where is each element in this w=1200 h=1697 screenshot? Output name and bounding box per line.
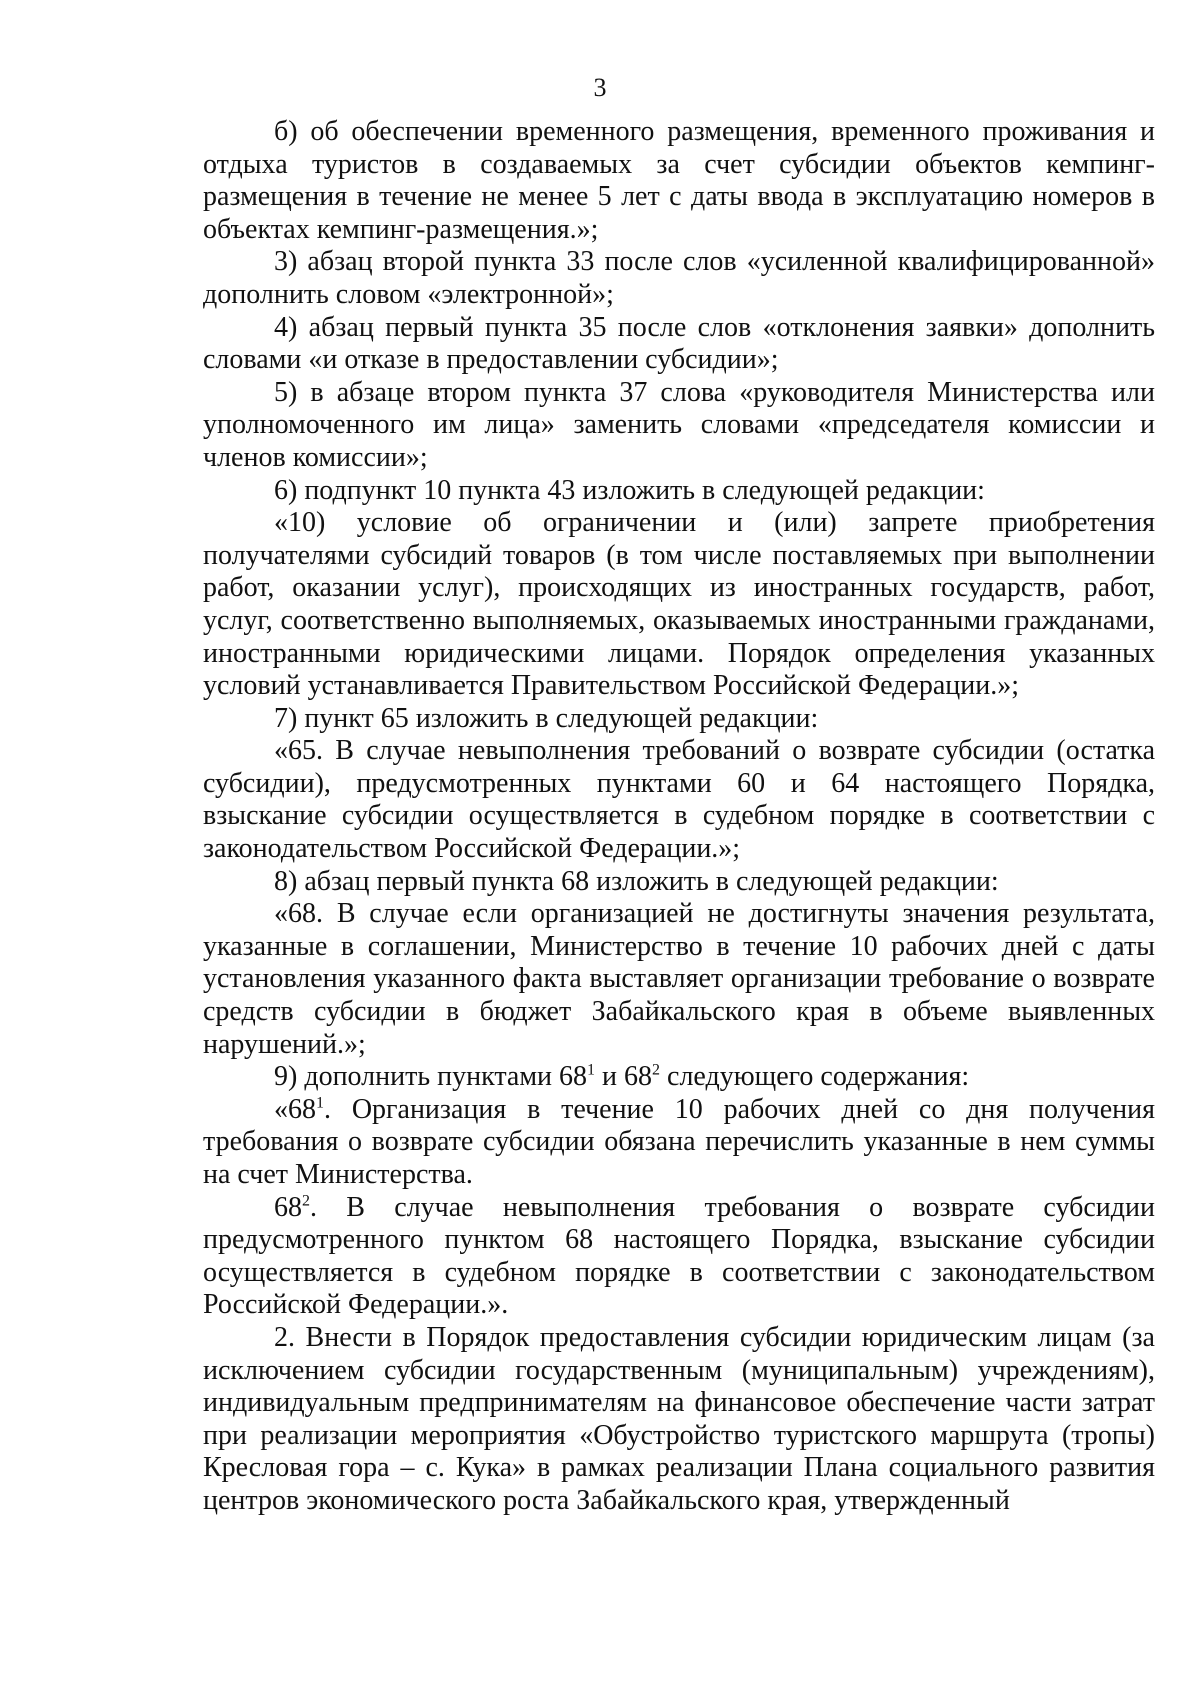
paragraph-item-9 xyxy=(203,1061,1155,1094)
paragraph-b-camping-obligation: б) об обеспечении временного размещения, временного проживания и отдыха туристов в создаваемых за счет субсидии объектов кемпинг-размещения в течение не менее 5 лет с даты ввода в эксплуатацию номеров в объектах кемпинг-размещения.»; xyxy=(203,116,1155,245)
paragraph-point-68-2-text: . В случае невыполнения требования о возврате субсидии предусмотренного пунктом 68 настоящего Порядка, взыскание субсидии осуществляется в судебном порядке в соответствии с законодательством Российской Федерации.». xyxy=(203,1191,1155,1321)
superscript-2: 2 xyxy=(652,1061,661,1079)
superscript-2: 2 xyxy=(302,1192,310,1210)
paragraph-subitem-10: «10) условие об ограничении и (или) запрете приобретения получателями субсидий товаров (в том числе поставляемых при выполнении работ, оказании услуг), происходящих из иностранных государств, работ, услуг, соответственно выполняемых, оказываемых иностранными гражданами, иностранными юридическими лицами. Порядок определения указанных условий устанавливается Правительством Российской Федерации.»; xyxy=(203,507,1155,702)
paragraph-point-68-1 xyxy=(203,1094,1155,1192)
paragraph-item-8: 8) абзац первый пункта 68 изложить в следующей редакции: xyxy=(274,865,999,897)
paragraph-item-9-part-1: 9) дополнить пунктами 68 xyxy=(274,1061,588,1093)
paragraph-point-68-1-lead: «68 xyxy=(274,1093,316,1125)
paragraph-item-7: 7) пункт 65 изложить в следующей редакции: xyxy=(274,702,819,734)
page-number: 3 xyxy=(593,73,607,102)
paragraph-point-65: «65. В случае невыполнения требований о возврате субсидии (остатка субсидии), предусмотренных пунктами 60 и 64 настоящего Порядка, взыскание субсидии осуществляется в судебном порядке в соответствии с законодательством Российской Федерации.»; xyxy=(203,735,1155,865)
paragraph-point-68-2 xyxy=(203,1192,1155,1322)
superscript-1: 1 xyxy=(587,1061,596,1079)
paragraph-item-3: 3) абзац второй пункта 33 после слов «усиленной квалифицированной» дополнить словом «электронной»; xyxy=(203,246,1155,310)
document-body xyxy=(203,116,1155,1518)
superscript-1: 1 xyxy=(316,1094,324,1112)
paragraph-item-9-part-2: и 68 xyxy=(595,1061,653,1093)
paragraph-point-68: «68. В случае если организацией не достигнуты значения результата, указанные в соглашении, Министерство в течение 10 рабочих дней с даты установления указанного факта выставляет организации требование о возврате средств субсидии в бюджет Забайкальского края в объеме выявленных нарушений.»; xyxy=(203,898,1155,1060)
paragraph-item-5: 5) в абзаце втором пункта 37 слова «руководителя Министерства или уполномоченного им лица» заменить словами «председателя комиссии и членов комиссии»; xyxy=(203,376,1155,473)
paragraph-point-68-1-text: . Организация в течение 10 рабочих дней со дня получения требования о возврате субсидии обязана перечислить указанные в нем суммы на счет Министерства. xyxy=(203,1093,1155,1190)
paragraph-item-6: 6) подпункт 10 пункта 43 изложить в следующей редакции: xyxy=(274,474,985,506)
paragraph-section-2: 2. Внести в Порядок предоставления субсидии юридическим лицам (за исключением субсидии государственным (муниципальным) учреждениям), индивидуальным предпринимателям на финансовое обеспечение части затрат при реализации мероприятия «Обустройство туристского маршрута (тропы) Кресловая гора – с. Кука» в рамках реализации Плана социального развития центров экономического роста Забайкальского края, утвержденный xyxy=(203,1321,1155,1516)
paragraph-item-9-part-3: следующего содержания: xyxy=(660,1061,970,1093)
paragraph-item-4: 4) абзац первый пункта 35 после слов «отклонения заявки» дополнить словами «и отказе в предоставлении субсидии»; xyxy=(203,311,1155,376)
paragraph-point-68-2-lead: 68 xyxy=(274,1191,302,1223)
